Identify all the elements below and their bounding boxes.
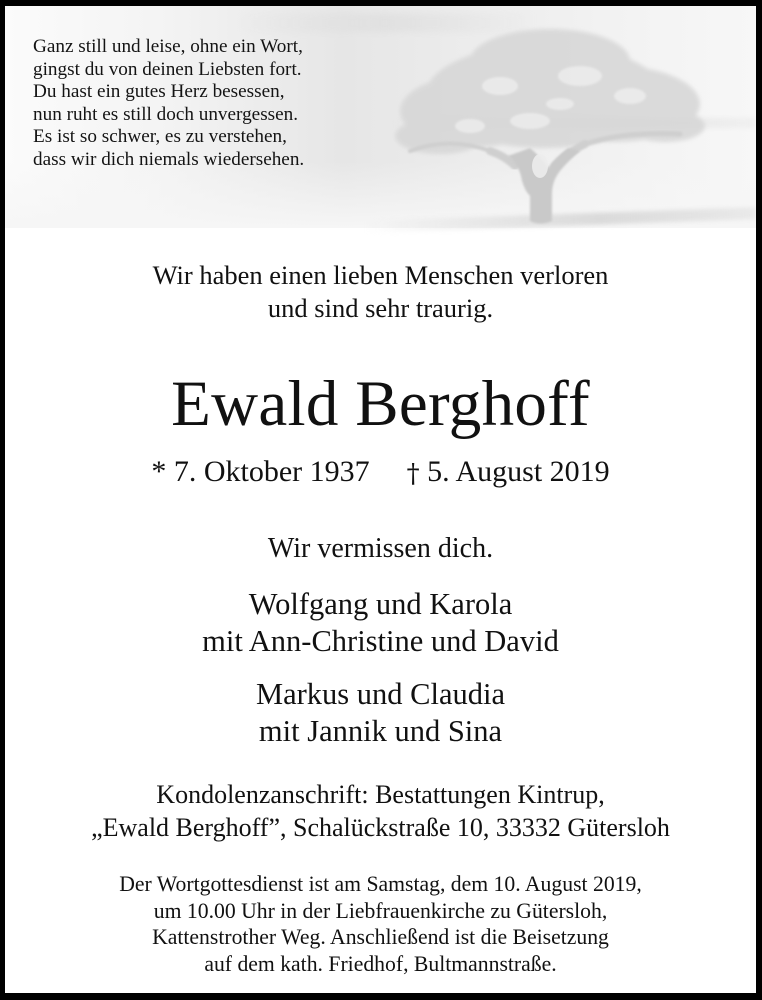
mourner-line: Markus und Claudia: [255, 677, 506, 711]
service-line: Der Wortgottesdienst ist am Samstag, dem 10. August 2019,: [119, 872, 642, 896]
obituary-card: [5, 6, 756, 993]
poem-line: Du hast ein gutes Herz besessen,: [33, 81, 285, 103]
intro-line: und sind sehr traurig.: [267, 293, 494, 323]
service-info: [5, 871, 756, 977]
dagger-cross-icon: †: [406, 459, 420, 489]
intro-text: [5, 259, 756, 325]
mourner-group: [5, 676, 756, 750]
intro-line: Wir haben einen lieben Menschen verloren: [152, 260, 609, 290]
death-date: 5. August 2019: [427, 455, 610, 488]
mourner-group: [5, 586, 756, 660]
mourner-line: Wolfgang und Karola: [248, 587, 513, 621]
poem-line: Ganz still und leise, ohne ein Wort,: [33, 36, 303, 57]
deceased-name: Ewald Berghoff: [171, 368, 590, 440]
poem: [33, 36, 304, 172]
condolence-line: „Ewald Berghoff”, Schalückstraße 10, 33332 Gütersloh: [91, 813, 670, 842]
mourner-line: mit Ann-Christine und David: [202, 624, 559, 658]
condolence-line: Kondolenzanschrift: Bestattungen Kintrup,: [156, 780, 605, 809]
service-line: Kattenstrother Weg. Anschließend ist die Beisetzung: [152, 925, 609, 949]
miss-you-text: Wir vermissen dich.: [267, 533, 494, 564]
poem-line: Es ist so schwer, es zu verstehen,: [33, 126, 287, 148]
header-photo-band: [5, 6, 756, 228]
poem-line: gingst du von deinen Liebsten fort.: [33, 58, 302, 80]
tree-photo-icon: [380, 16, 740, 228]
poem-line: dass wir dich niemals wiedersehen.: [33, 148, 305, 170]
service-line: um 10.00 Uhr in der Liebfrauenkirche zu Gütersloh,: [153, 898, 608, 923]
poem-line: nun ruht es still doch unvergessen.: [33, 103, 299, 125]
life-dates: [5, 452, 756, 493]
mourner-line: mit Jannik und Sina: [258, 714, 503, 748]
birth-star-icon: *: [151, 455, 167, 488]
service-line: auf dem kath. Friedhof, Bultmannstraße.: [204, 951, 557, 976]
birth-date: 7. Oktober 1937: [173, 455, 370, 488]
condolence-address: [5, 778, 756, 844]
